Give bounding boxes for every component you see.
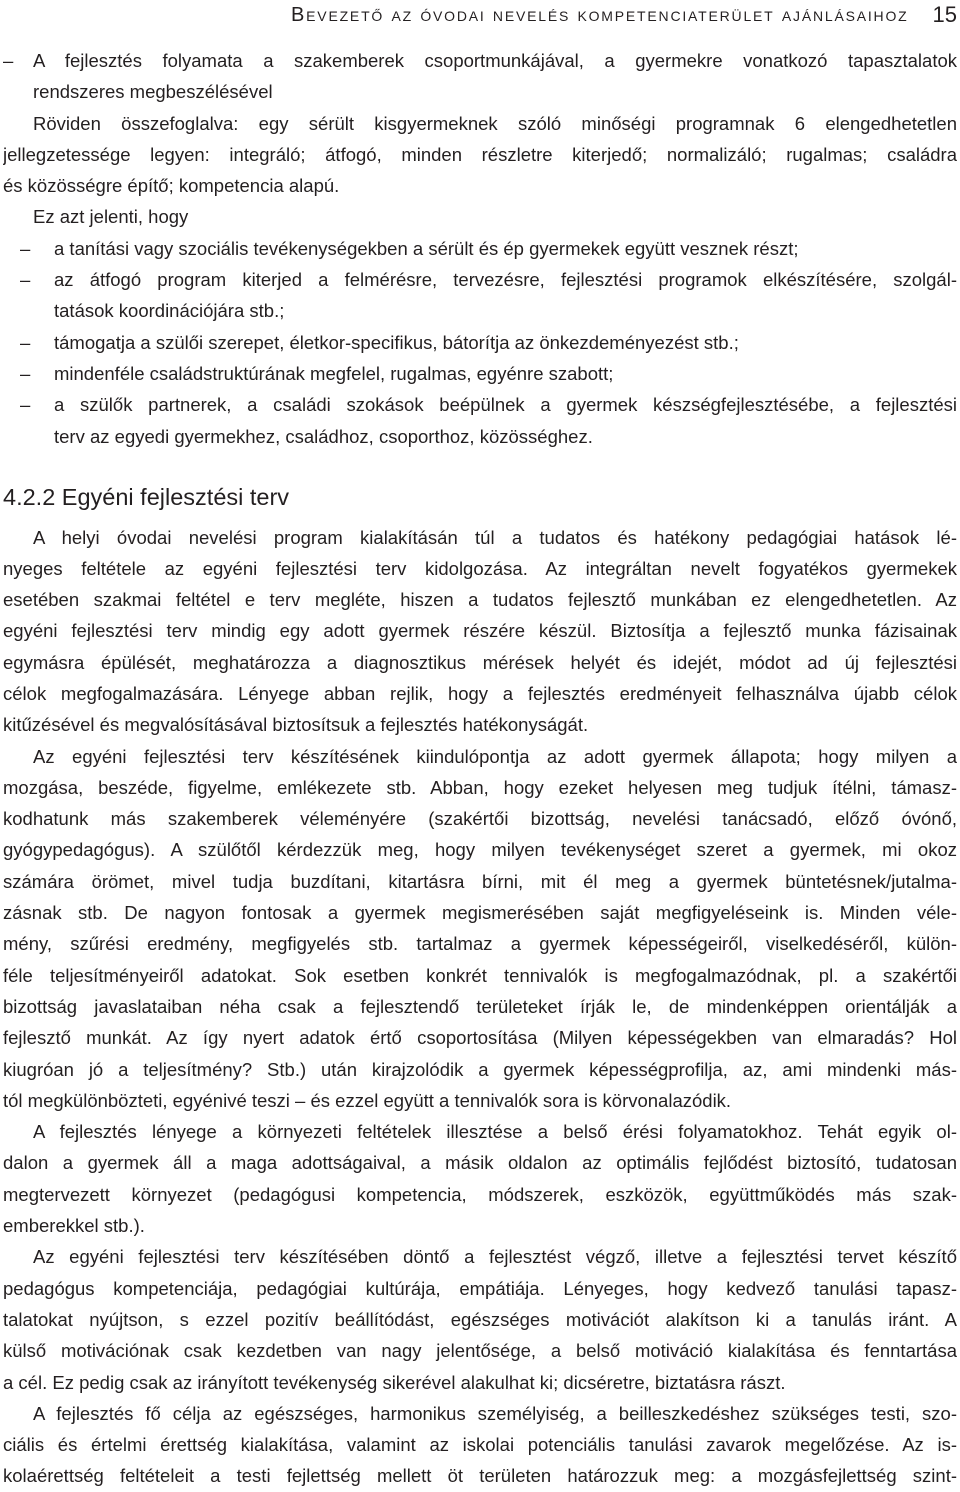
text-line: pedagógus kompetenciája, pedagógiai kultúrája, empátiája. Lényeges, hogy kedvező tanulási tapasz- <box>3 1277 957 1299</box>
text-line: A fejlesztés folyamata a szakemberek csoportmunkájával, a gyermekre vonatkozó tapasztalatok <box>33 50 957 71</box>
text-line: az átfogó program kiterjed a felmérésre, tervezésre, fejlesztési programok elkészítésére, szolgál- <box>54 269 957 291</box>
text-line: Röviden összefoglalva: egy sérült kisgyermeknek szóló minőségi programnak 6 elengedhetetlen <box>33 112 957 134</box>
text-line: nyeges feltétele az egyéni fejlesztési terv kidolgozása. Az integráltan nevelt fogyatékos gyermekek <box>3 557 957 579</box>
intro-section <box>3 45 957 452</box>
paragraph <box>3 522 957 741</box>
text-line: támogatja a szülői szerepet, életkor-specifikus, bátorítja az önkezdeményezést stb.; <box>54 331 739 353</box>
text-line: tól megkülönbözteti, egyénivé teszi – és ezzel együtt a tennivalók sora is körvonalazódik. <box>3 1089 732 1111</box>
text-line: ciális és értelmi érettség kialakítása, valamint az iskolai potenciális tanulási zavarok megelőzése. Az is- <box>3 1434 957 1456</box>
feature-list-item <box>3 264 957 327</box>
list-dash: – <box>20 237 31 259</box>
text-line: megtervezett környezet (pedagógusi kompetencia, módszerek, eszközök, együttműködés más szak- <box>3 1183 957 1205</box>
text-line: mény, szűrési eredmény, megfigyelés stb. tartalmaz a gyermek képességeiről, viselkedéséről, külön- <box>3 933 957 955</box>
feature-list-item <box>3 327 957 358</box>
lead-in-text: Ez azt jelenti, hogy <box>33 206 189 228</box>
text-line: egyéni fejlesztési terv mindig egy adott gyermek részére készül. Biztosítja a fejlesztő munka fázisainak <box>3 620 957 642</box>
list-dash: – <box>3 50 14 71</box>
text-line: kolaérettség feltételeit a testi fejlettség mellett öt területen határozzuk meg: a mozgásfejlettség szint- <box>3 1465 957 1487</box>
text-line: rendszeres megbeszélésével <box>33 81 273 103</box>
text-line: bizottság javaslataiban néha csak a fejlesztendő területeket írják le, de mindenképpen orientálják a <box>3 995 957 1017</box>
text-line: a szülők partnerek, a családi szokások beépülnek a gyermek készségfejlesztésébe, a fejlesztési <box>54 394 957 416</box>
summary-paragraph <box>3 108 957 202</box>
paragraph <box>3 1116 957 1241</box>
page-number: 15 <box>932 2 957 27</box>
paragraph <box>3 1241 957 1397</box>
paragraph <box>3 741 957 1117</box>
text-line: esetében szakmai feltétel e terv megléte, hiszen a tudatos fejlesztő munkában ez elengedhetetlen. Az <box>3 589 957 611</box>
text-line: egymásra épülését, meghatározza a diagnosztikus mérések helyét és idejét, módot ad új fejlesztési <box>3 651 957 673</box>
running-header <box>0 0 957 30</box>
feature-list-item <box>3 233 957 264</box>
text-line: fejlesztő munkát. Az így nyert adatok értő csoportosítása (Milyen képességekben van elmaradás? Hol <box>3 1027 957 1049</box>
text-line: tatások koordinációjára stb.; <box>54 300 285 322</box>
list-dash: – <box>20 269 31 291</box>
text-line: kitűzésével és megvalósításával biztosítsuk a fejlesztés hatékonyságát. <box>3 714 589 736</box>
text-line: zásnak stb. De nagyon fontosak a gyermek megismerésében saját megfigyeléseink is. Minden véle- <box>3 902 957 924</box>
list-dash: – <box>20 331 31 353</box>
text-line: A fejlesztés lényege a környezeti feltételek illesztése a belső érési folyamatokhoz. Tehát egyik ol- <box>33 1121 957 1143</box>
text-line: mindenféle családstruktúrának megfelel, rugalmas, egyénre szabott; <box>54 362 614 384</box>
section-heading: 4.2.2 Egyéni fejlesztési terv <box>3 484 290 510</box>
text-line: dalon a gyermek áll a maga adottságaival, a másik oldalon az optimális fejlődést biztosító, tudatosan <box>3 1152 957 1174</box>
text-line: és közösségre építő; kompetencia alapú. <box>3 175 340 197</box>
list-dash: – <box>20 362 31 384</box>
intro-list-item <box>3 45 957 108</box>
text-line: a cél. Ez pedig csak az irányított tevékenység sikerével alakulhat ki; dicséretre, biztatásra rászt. <box>3 1371 786 1393</box>
text-line: kiugróan jó a teljesítmény? Stb.) után kirajzolódik a gyermek képességprofilja, az, ami mindenki más- <box>3 1058 957 1080</box>
feature-list <box>3 233 957 452</box>
feature-list-item <box>3 358 957 389</box>
text-line: emberekkel stb.). <box>3 1215 145 1237</box>
text-line: külső motivációnak csak kezdetben van nagy jelentősége, a belső motiváció kialakítása és fenntartása <box>3 1340 957 1362</box>
text-line: számára örömet, mivel tudja buzdítani, kitartásra bírni, mit él meg a gyermek büntetésnek/jutalma- <box>3 870 957 892</box>
text-line: Az egyéni fejlesztési terv készítésének kiindulópontja az adott gyermek állapota; hogy milyen a <box>33 745 957 767</box>
text-line: mozgása, beszéde, figyelme, emlékezete stb. Abban, hogy ezeket helyesen meg tudjuk ítélni, támasz- <box>3 776 957 798</box>
text-line: kodhatunk más szakemberek véleményére (szakértői bizottság, nevelési tanácsadó, előző óvónő, <box>3 808 957 830</box>
list-dash: – <box>20 394 31 416</box>
text-line: jellegzetessége legyen: integráló; átfogó, minden részletre kiterjedő; normalizáló; rugalmas; családra <box>3 143 957 165</box>
running-header-title: Bevezető az óvodai nevelés kompetenciaterület ajánlásaihoz <box>291 3 909 26</box>
text-line: talatokat nyújtson, s ezzel pozitív beállítódást, egészséges motivációt alakítson ki a tanulás iránt. A <box>3 1308 957 1330</box>
paragraph <box>3 1398 957 1492</box>
section-body <box>3 522 957 1492</box>
feature-list-item <box>3 389 957 452</box>
text-line: gyógypedagógus). A szülőtől kérdezzük meg, hogy milyen tevékenységet szeret a gyermek, mi okoz <box>3 839 957 861</box>
text-line: terv az egyedi gyermekhez, családhoz, csoporthoz, közösséghez. <box>54 425 593 447</box>
text-line: féle teljesítményeiről adatokat. Sok esetben konkrét tennivalók is megfogalmazódnak, pl. a szakértői <box>3 964 957 986</box>
text-line: Az egyéni fejlesztési terv készítésében döntő a fejlesztést végző, illetve a fejlesztési tervet készítő <box>33 1246 957 1268</box>
text-line: A helyi óvodai nevelési program kialakításán túl a tudatos és hatékony pedagógiai hatások lé- <box>33 526 957 548</box>
text-line: célok megfogalmazására. Lényege abban rejlik, hogy a fejlesztés eredményeit felhasználva újabb célok <box>3 682 957 704</box>
text-line: a tanítási vagy szociális tevékenységekben a sérült és ép gyermekek együtt vesznek részt; <box>54 237 799 259</box>
text-line: A fejlesztés fő célja az egészséges, harmonikus személyiség, a beilleszkedéshez szükséges testi, szo- <box>33 1402 957 1424</box>
